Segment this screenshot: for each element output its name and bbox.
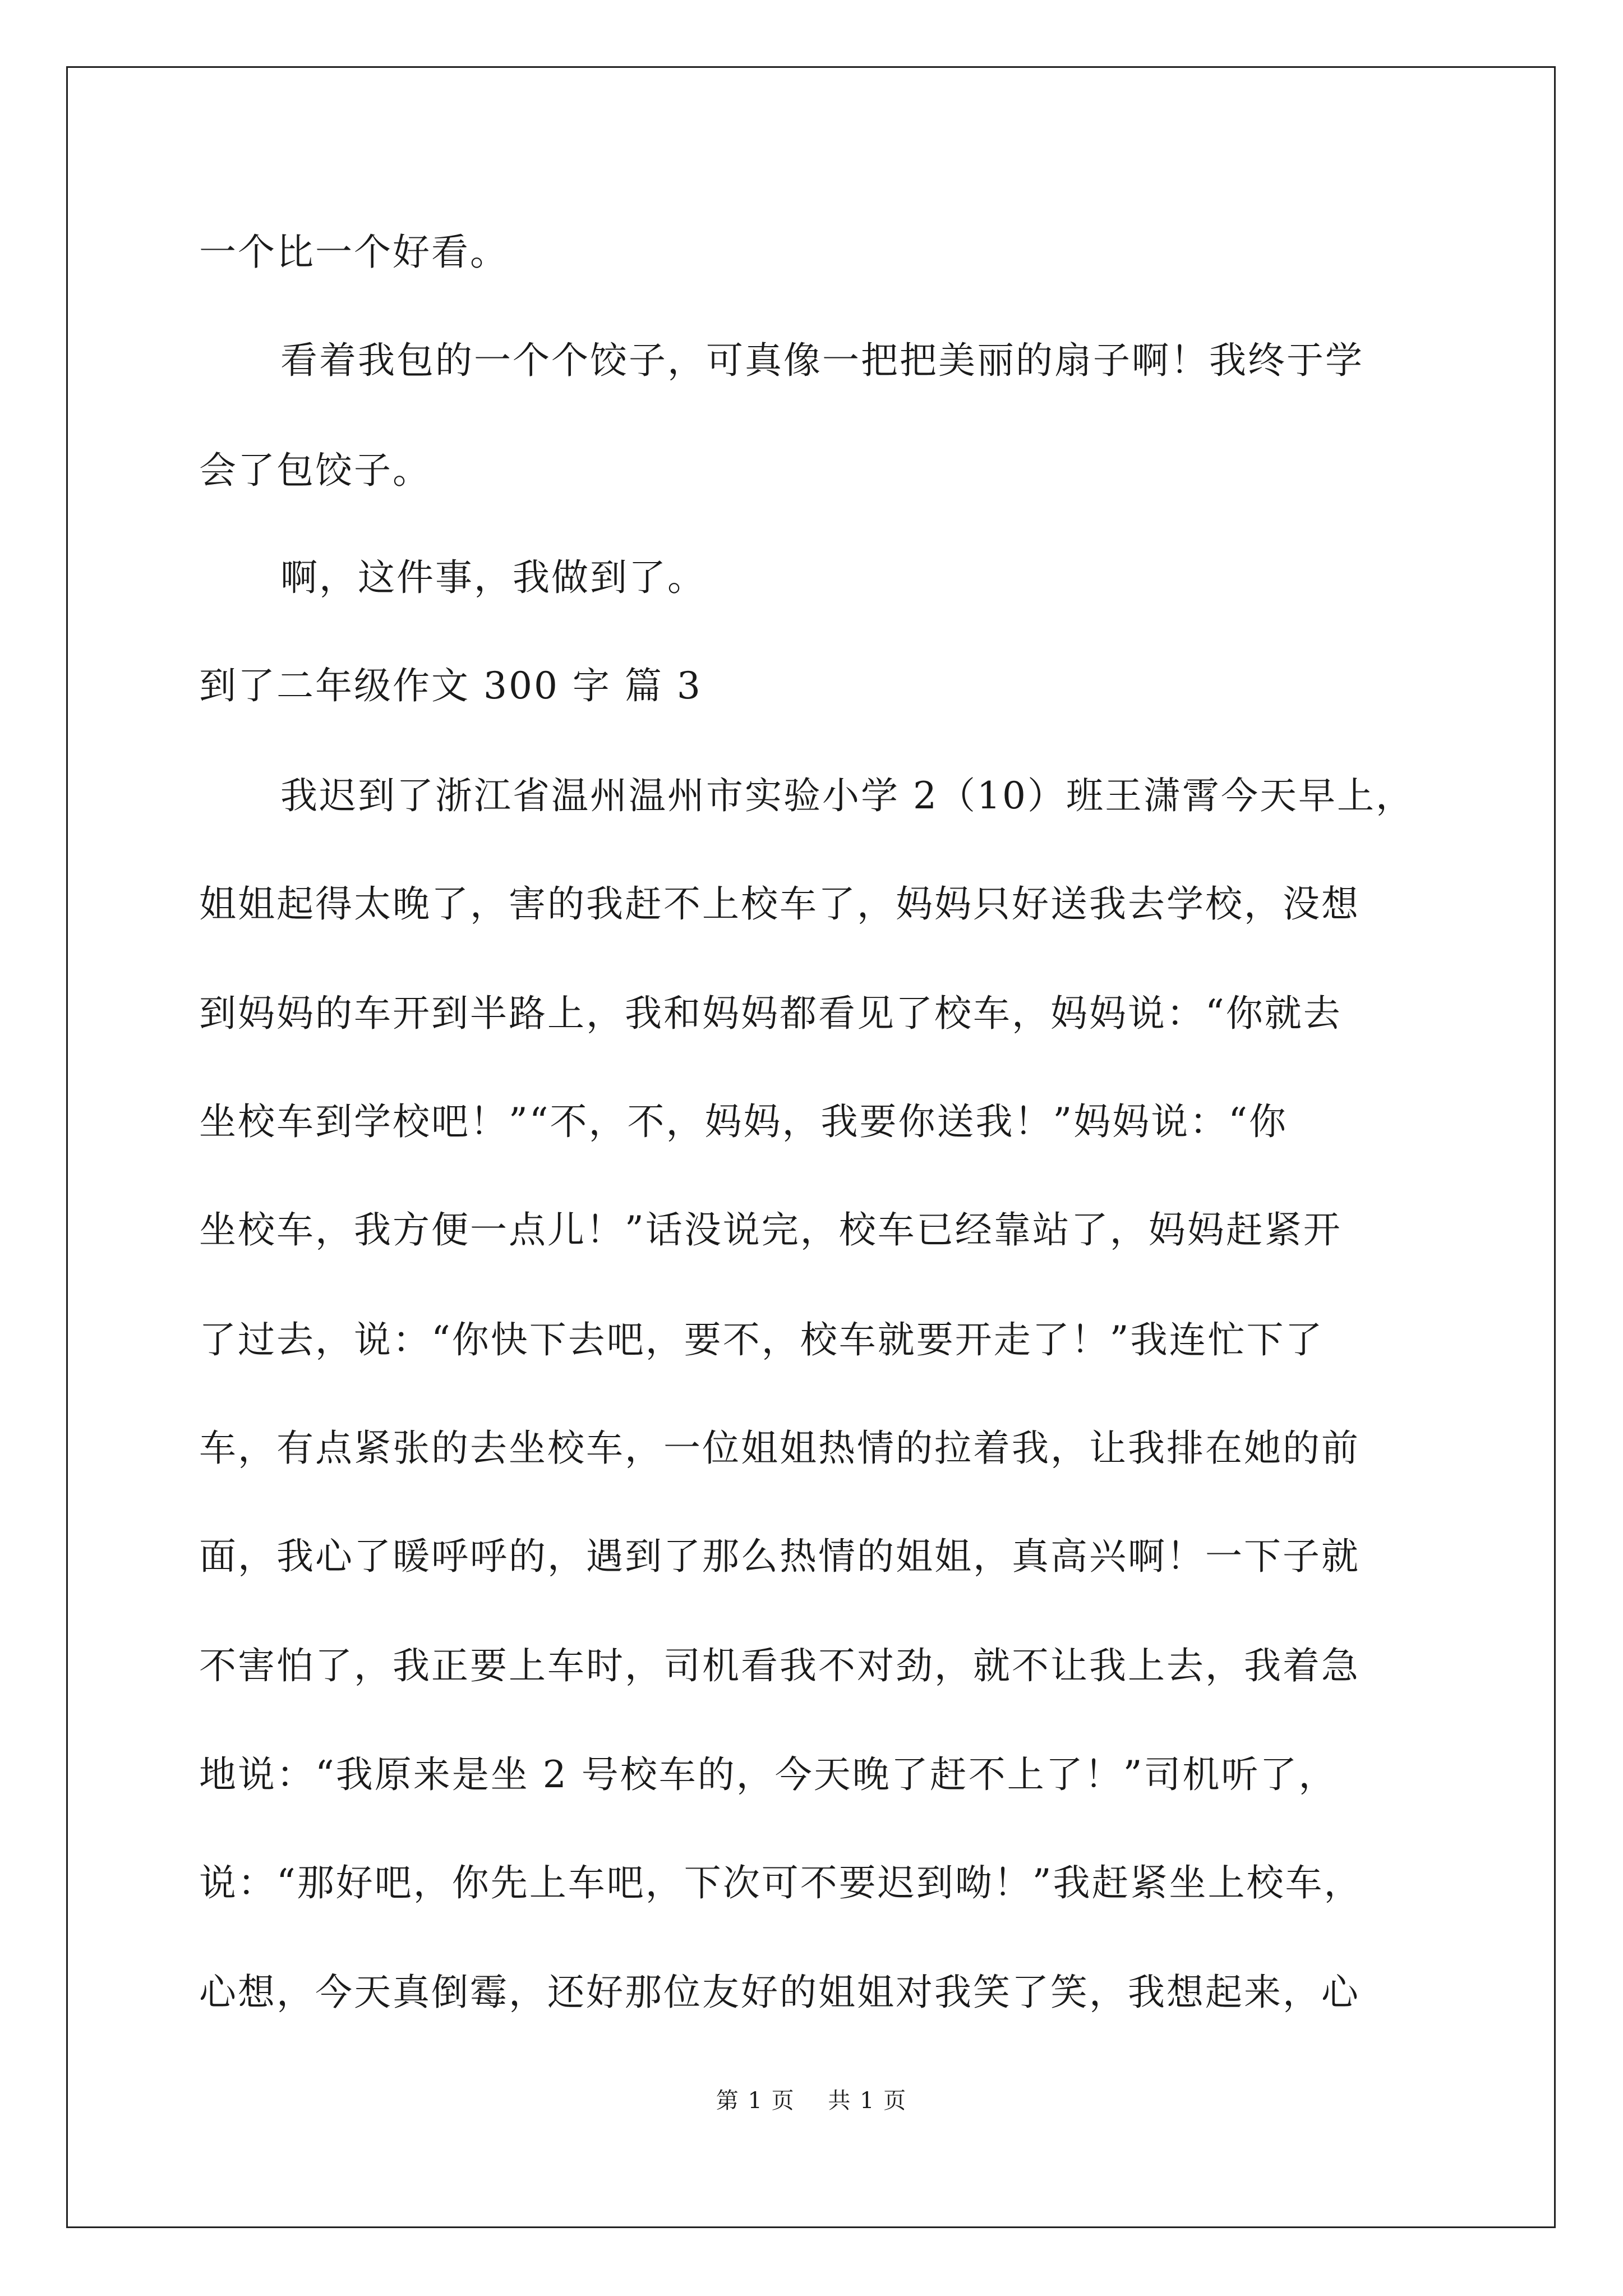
text-line: 到妈妈的车开到半路上，我和妈妈都看见了校车，妈妈说：“你就去 bbox=[199, 992, 1342, 1035]
text-line: 地说：“我原来是坐 2 号校车的，今天晚了赶不上了！”司机听了， bbox=[199, 1753, 1338, 1796]
text-line: 啊，这件事，我做到了。 bbox=[280, 556, 706, 599]
text-line: 车，有点紧张的去坐校车，一位姐姐热情的拉着我，让我排在她的前 bbox=[199, 1427, 1360, 1470]
page-footer bbox=[0, 2087, 1623, 2115]
text-line: 坐校车到学校吧！”“不，不，妈妈，我要你送我！”妈妈说：“你 bbox=[199, 1100, 1288, 1143]
text-line: 不害怕了，我正要上车时，司机看我不对劲，就不让我上去，我着急 bbox=[199, 1644, 1360, 1687]
text-line: 一个比一个好看。 bbox=[199, 231, 509, 274]
text-line: 会了包饺子。 bbox=[199, 449, 431, 492]
text-line: 说：“那好吧，你先上车吧，下次可不要迟到呦！”我赶紧坐上校车， bbox=[199, 1861, 1363, 1904]
text-line: 坐校车，我方便一点儿！”话没说完，校车已经靠站了，妈妈赶紧开 bbox=[199, 1208, 1342, 1251]
text-line: 面，我心了暖呼呼的，遇到了那么热情的姐姐，真高兴啊！一下子就 bbox=[199, 1535, 1360, 1578]
text-line: 了过去，说：“你快下去吧，要不，校车就要开走了！”我连忙下了 bbox=[199, 1318, 1324, 1361]
text-line: 姐姐起得太晚了，害的我赶不上校车了，妈妈只好送我去学校，没想 bbox=[199, 882, 1360, 926]
section-heading: 到了二年级作文 300 字 篇 3 bbox=[199, 664, 702, 707]
text-line: 我迟到了浙江省温州温州市实验小学 2（10）班王潇霄今天早上， bbox=[280, 774, 1414, 817]
text-line: 看着我包的一个个饺子，可真像一把把美丽的扇子啊！我终于学 bbox=[280, 339, 1364, 382]
page-number: 第 1 页 bbox=[716, 2088, 795, 2114]
text-line: 心想，今天真倒霉，还好那位友好的姐姐对我笑了笑，我想起来，心 bbox=[199, 1971, 1360, 2014]
page-total: 共 1 页 bbox=[828, 2088, 907, 2114]
